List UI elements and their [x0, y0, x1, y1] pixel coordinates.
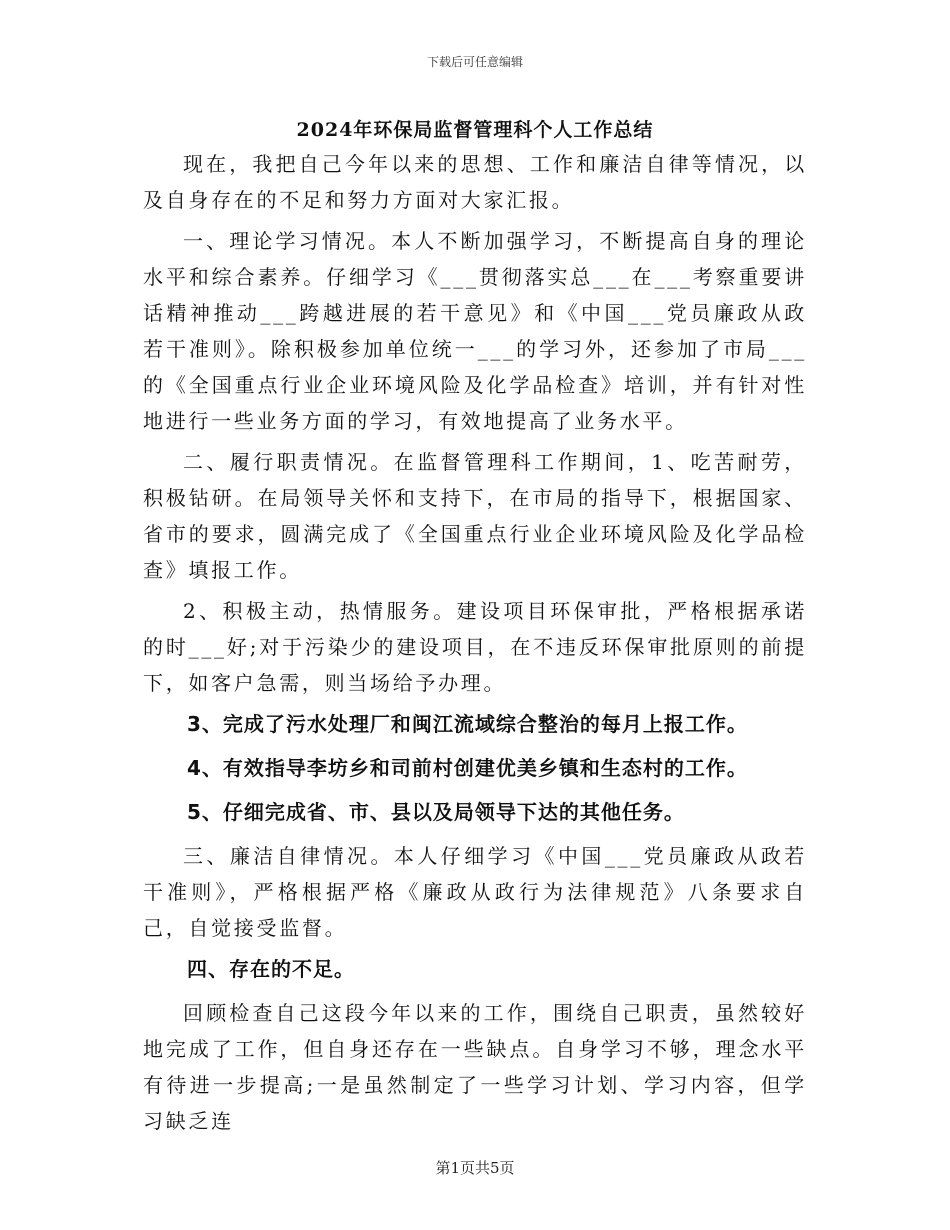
page-number: 第1页共5页 [435, 1159, 515, 1177]
paragraph-review: 回顾检查自己这段今年以来的工作，围绕自己职责，虽然较好地完成了工作，但自身还存在一些缺点。自身学习不够，理念水平有待进一步提高;一是虽然制定了一些学习计划、学习内容，但学习缺乏连 [143, 1001, 807, 1133]
header-note: 下载后可任意编辑 [426, 55, 523, 69]
section-heading-shortcomings: 四、存在的不足。 [187, 957, 355, 981]
paragraph-duties: 二、履行职责情况。在监督管理科工作期间，1、吃苦耐劳，积极钻研。在局领导关怀和支持下，在市局的指导下，根据国家、省市的要求，圆满完成了《全国重点行业企业环境风险及化学品检查》填报工作。 [143, 450, 807, 582]
document-title: 2024年环保局监督管理科个人工作总结 [296, 119, 654, 141]
document-body [143, 146, 807, 1144]
paragraph-theory-study: 一、理论学习情况。本人不断加强学习，不断提高自身的理论水平和综合素养。仔细学习《___贯彻落实总___在___考察重要讲话精神推动___跨越进展的若干意见》和《中国___党员廉政从政若干准则》。除积极参加单位统一___的学习外，还参加了市局___的《全国重点行业企业环境风险及化学品检查》培训，并有针对性地进行一些业务方面的学习，有效地提高了业务水平。 [143, 229, 807, 433]
paragraph-item-4: 4、有效指导李坊乡和司前村创建优美乡镇和生态村的工作。 [187, 756, 748, 780]
paragraph-item-3: 3、完成了污水处理厂和闽江流域综合整治的每月上报工作。 [187, 712, 748, 736]
paragraph-integrity: 三、廉洁自律情况。本人仔细学习《中国___党员廉政从政若干准则》，严格根据严格《廉政从政行为法律规范》八条要求自己，自觉接受监督。 [143, 844, 807, 940]
paragraph-service: 2、积极主动，热情服务。建设项目环保审批，严格根据承诺的时___好;对于污染少的建设项目，在不违反环保审批原则的前提下，如客户急需，则当场给予办理。 [143, 599, 807, 695]
paragraph-item-5: 5、仔细完成省、市、县以及局领导下达的其他任务。 [187, 800, 685, 824]
paragraph-intro: 现在，我把自己今年以来的思想、工作和廉洁自律等情况，以及自身存在的不足和努力方面对大家汇报。 [143, 152, 807, 212]
